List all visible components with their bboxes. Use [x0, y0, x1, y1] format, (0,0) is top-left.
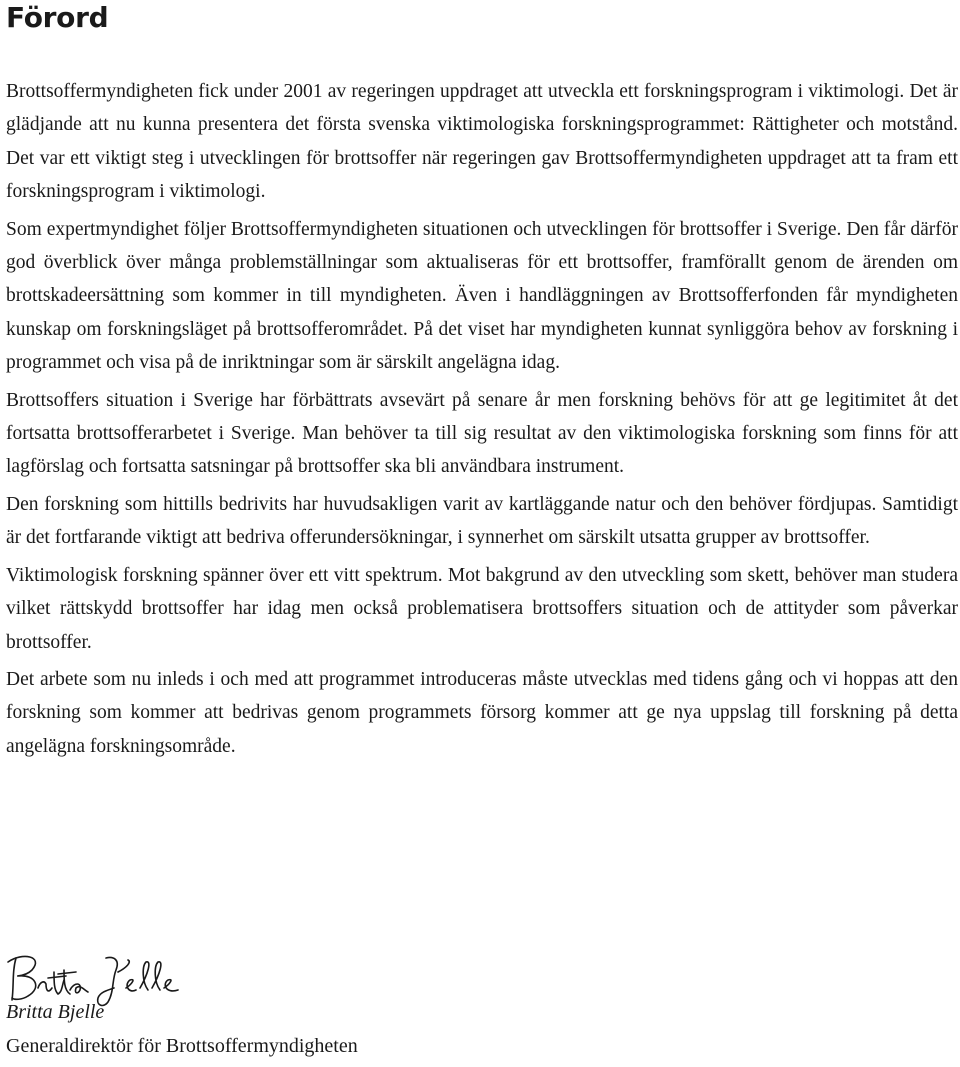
paragraph-3: Brottsoffers situation i Sverige har förbättrats avsevärt på senare år men forskning behövs för att ge legitimitet åt det fortsatta brottsofferarbetet i Sverige. Man behöver ta till sig resultat av den viktimologiska forskning som finns för att lagförslag och fortsatta satsningar på brottsoffer ska bli användbara instrument. [6, 389, 958, 478]
paragraph-4: Den forskning som hittills bedrivits har huvudsakligen varit av kartläggande natur och den behöver fördjupas. Samtidigt är det fortfarande viktigt att bedriva offerundersökningar, i synnerhet om särskilt utsatta grupper av brottsoffer. [6, 493, 958, 549]
page-title: Förord [6, 1, 109, 34]
paragraph-1: Brottsoffermyndigheten fick under 2001 av regeringen uppdraget att utveckla ett forskningsprogram i viktimologi. Det är glädjande att nu kunna presentera det första svenska viktimologiska forskningsprogrammet: Rättigheter och motstånd. Det var ett viktigt steg i utvecklingen för brottsoffer när regeringen gav Brottsoffermyndigheten uppdraget att ta fram ett forskningsprogram i viktimologi. [6, 81, 958, 203]
paragraph-5: Viktimologisk forskning spänner över ett vitt spektrum. Mot bakgrund av den utveckling som skett, behöver man studera vilket rättskydd brottsoffer har idag men också problematisera brottsoffers situation och de attityder som påverkar brottsoffer. [6, 564, 958, 653]
paragraph-6: Det arbete som nu inleds i och med att programmet introduceras måste utvecklas med tidens gång och vi hoppas att den forskning som kommer att bedrivas genom programmets försorg kommer att ge nya uppslag till forskning på detta angelägna forskningsområde. [6, 668, 958, 757]
foreword-body [6, 75, 958, 767]
signatory-title: Generaldirektör för Brottsoffermyndigheten [6, 1035, 358, 1057]
paragraph-2: Som expertmyndighet följer Brottsoffermyndigheten situationen och utvecklingen för brottsoffer i Sverige. Den får därför god överblick över många problemställningar som aktualiseras för ett brottsoffer, framförallt genom de ärenden om brottskadeersättning som kommer in till myndigheten. Även i handläggningen av Brottsofferfonden får myndigheten kunskap om forskningsläget på brottsofferområdet. På det viset har myndigheten kunnat synliggöra behov av forskning i programmet och visa på de inriktningar som är särskilt angelägna idag. [6, 218, 958, 374]
signatory-name: Britta Bjelle [6, 1001, 105, 1023]
